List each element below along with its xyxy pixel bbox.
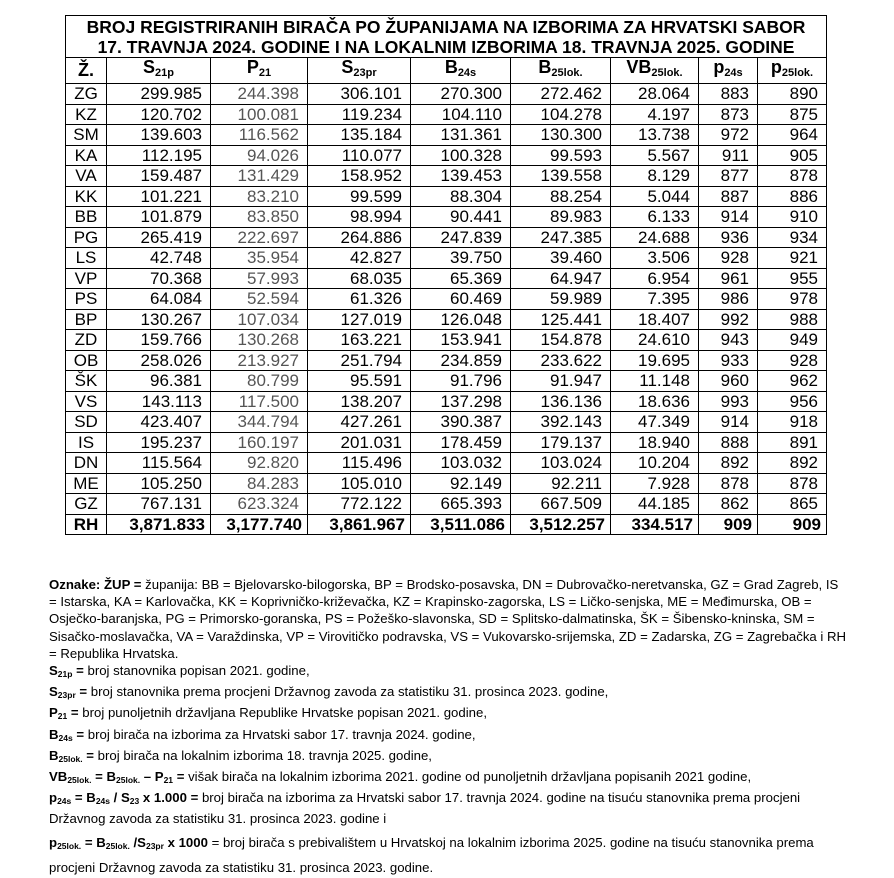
oznake-label: Oznake: [49, 577, 101, 592]
value-cell: 153.941 [411, 330, 511, 351]
value-cell: 878 [758, 473, 827, 494]
value-cell: 892 [758, 453, 827, 474]
value-cell: 3.506 [611, 248, 699, 269]
table-row [66, 186, 827, 207]
value-cell: 961 [699, 268, 758, 289]
value-cell: 886 [758, 186, 827, 207]
county-code-cell: RH [66, 514, 107, 535]
county-code-cell: KA [66, 145, 107, 166]
value-cell: 928 [758, 350, 827, 371]
value-cell: 909 [758, 514, 827, 535]
value-cell: 6.954 [611, 268, 699, 289]
value-cell: 877 [699, 166, 758, 187]
value-cell: 18.636 [611, 391, 699, 412]
county-code-cell: BB [66, 207, 107, 228]
column-header: $P_{21}$ [211, 58, 308, 84]
county-code-cell: ME [66, 473, 107, 494]
table-row [66, 391, 827, 412]
value-cell: 423.407 [107, 412, 211, 433]
value-cell: 83.210 [211, 186, 308, 207]
value-cell: 92.820 [211, 453, 308, 474]
value-cell: 234.859 [411, 350, 511, 371]
value-cell: 992 [699, 309, 758, 330]
value-cell: 44.185 [611, 494, 699, 515]
table-title [66, 16, 827, 58]
county-code-cell: ZG [66, 84, 107, 105]
column-header: $B_{24s}$ [411, 58, 511, 84]
value-cell: 890 [758, 84, 827, 105]
value-cell: 160.197 [211, 432, 308, 453]
value-cell: 24.688 [611, 227, 699, 248]
value-cell: 962 [758, 371, 827, 392]
value-cell: 130.267 [107, 309, 211, 330]
value-cell: 265.419 [107, 227, 211, 248]
value-cell: 665.393 [411, 494, 511, 515]
value-cell: 3,177.740 [211, 514, 308, 535]
value-cell: 955 [758, 268, 827, 289]
zup-label: ŽUP = [103, 577, 142, 592]
value-cell: 878 [758, 166, 827, 187]
value-cell: 89.983 [511, 207, 611, 228]
value-cell: 19.695 [611, 350, 699, 371]
value-cell: 137.298 [411, 391, 511, 412]
table-row [66, 145, 827, 166]
value-cell: 80.799 [211, 371, 308, 392]
value-cell: 892 [699, 453, 758, 474]
county-code-cell: LS [66, 248, 107, 269]
value-cell: 247.839 [411, 227, 511, 248]
value-cell: 35.954 [211, 248, 308, 269]
value-cell: 964 [758, 125, 827, 146]
value-cell: 154.878 [511, 330, 611, 351]
zup-text: županija: BB = Bjelovarsko-bilogorska, BP = Brodsko-posavska, DN = Dubrovačko-neretvanska, GZ = Grad Zagreb, IS = Istarska, KA = Karlovačka, KK = Koprivničko-križevačka, KZ = Krapinsko-zagorska, LS = Ličko-senjska, ME = Međimurska, OB = Osječko-baranjska, PG = Primorsko-goranska, PS = Požeško-slavonska, SD = Splitsko-dalmatinska, ŠK = Šibensko-kninska, SM = Sisačko-moslavačka, VA = Varaždinska, VP = Virovitičko podravska, VS = Vukovarsko-srijemska, ZD = Zadarska, ZG = Zagrebačka i RH = Republika Hrvatska. [49, 577, 847, 661]
value-cell: 233.622 [511, 350, 611, 371]
value-cell: 139.453 [411, 166, 511, 187]
value-cell: 39.460 [511, 248, 611, 269]
table-row [66, 330, 827, 351]
value-cell: 875 [758, 104, 827, 125]
value-cell: 39.750 [411, 248, 511, 269]
value-cell: 163.221 [308, 330, 411, 351]
county-code-cell: KK [66, 186, 107, 207]
value-cell: 772.122 [308, 494, 411, 515]
value-cell: 5.567 [611, 145, 699, 166]
column-header: $p_{24s}$ [699, 58, 758, 84]
value-cell: 158.952 [308, 166, 411, 187]
table-row [66, 494, 827, 515]
value-cell: 159.766 [107, 330, 211, 351]
column-header: $B_{25lok.}$ [511, 58, 611, 84]
value-cell: 57.993 [211, 268, 308, 289]
value-cell: 910 [758, 207, 827, 228]
p24-definition: $p_{24s} = B_{24s} / S_{23}$ x 1.000 = broj birača na izborima za Hrvatski sabor 17. travnja 2024. godine na tisuću stanovnika prema procjeni Državnog zavoda za statistiku 31. prosinca 2023. godine i [49, 790, 801, 827]
county-code-cell: ŠK [66, 371, 107, 392]
county-code-cell: SD [66, 412, 107, 433]
value-cell: 914 [699, 207, 758, 228]
value-cell: 270.300 [411, 84, 511, 105]
value-cell: 334.517 [611, 514, 699, 535]
value-cell: 887 [699, 186, 758, 207]
voters-by-county-table [65, 15, 827, 535]
county-abbreviations [49, 576, 849, 662]
value-cell: 7.928 [611, 473, 699, 494]
value-cell: 299.985 [107, 84, 211, 105]
value-cell: 100.081 [211, 104, 308, 125]
value-cell: 883 [699, 84, 758, 105]
table-row [66, 473, 827, 494]
value-cell: 90.441 [411, 207, 511, 228]
value-cell: 3,861.967 [308, 514, 411, 535]
value-cell: 91.796 [411, 371, 511, 392]
value-cell: 865 [758, 494, 827, 515]
value-cell: 92.211 [511, 473, 611, 494]
value-cell: 878 [699, 473, 758, 494]
value-cell: 306.101 [308, 84, 411, 105]
value-cell: 126.048 [411, 309, 511, 330]
value-cell: 127.019 [308, 309, 411, 330]
table-row [66, 412, 827, 433]
value-cell: 667.509 [511, 494, 611, 515]
value-cell: 104.110 [411, 104, 511, 125]
value-cell: 767.131 [107, 494, 211, 515]
table-body [66, 84, 827, 535]
value-cell: 70.368 [107, 268, 211, 289]
value-cell: 96.381 [107, 371, 211, 392]
value-cell: 94.026 [211, 145, 308, 166]
value-cell: 59.989 [511, 289, 611, 310]
vb-definition: $VB_{25lok.} = B_{25lok.} - P_{21}$ = višak birača na lokalnim izborima 2021. godine od punoljetnih državljana popisanih 2021 godine, [49, 769, 752, 786]
county-code-cell: SM [66, 125, 107, 146]
value-cell: 5.044 [611, 186, 699, 207]
title-line-2: 17. TRAVNJA 2024. GODINE I NA LOKALNIM IZBORIMA 18. TRAVNJA 2025. GODINE [97, 37, 795, 57]
table-row [66, 268, 827, 289]
value-cell: 83.850 [211, 207, 308, 228]
p25-definition: $p_{25lok.} = B_{25lok.}$ $/S_{23pr}$ x 1000 = broj birača s prebivalištem u Hrvatskoj na lokalnim izborima 2025. godine na tisuću stanovnika prema procjeni Državnog zavoda za statistiku 31. prosinca 2023. godine. [49, 834, 814, 875]
value-cell: 222.697 [211, 227, 308, 248]
value-cell: 88.304 [411, 186, 511, 207]
value-cell: 116.562 [211, 125, 308, 146]
table-row [66, 125, 827, 146]
county-code-cell: BP [66, 309, 107, 330]
value-cell: 978 [758, 289, 827, 310]
value-cell: 4.197 [611, 104, 699, 125]
value-cell: 392.143 [511, 412, 611, 433]
value-cell: 13.738 [611, 125, 699, 146]
value-cell: 8.129 [611, 166, 699, 187]
value-cell: 24.610 [611, 330, 699, 351]
table-row [66, 248, 827, 269]
value-cell: 117.500 [211, 391, 308, 412]
value-cell: 136.136 [511, 391, 611, 412]
value-cell: 862 [699, 494, 758, 515]
value-cell: 112.195 [107, 145, 211, 166]
value-cell: 61.326 [308, 289, 411, 310]
county-code-cell: PS [66, 289, 107, 310]
value-cell: 60.469 [411, 289, 511, 310]
value-cell: 135.184 [308, 125, 411, 146]
value-cell: 258.026 [107, 350, 211, 371]
table-row [66, 350, 827, 371]
value-cell: 918 [758, 412, 827, 433]
value-cell: 933 [699, 350, 758, 371]
value-cell: 42.748 [107, 248, 211, 269]
value-cell: 909 [699, 514, 758, 535]
value-cell: 6.133 [611, 207, 699, 228]
value-cell: 101.221 [107, 186, 211, 207]
value-cell: 88.254 [511, 186, 611, 207]
title-line-1: BROJ REGISTRIRANIH BIRAČA PO ŽUPANIJAMA NA IZBORIMA ZA HRVATSKI SABOR [86, 17, 806, 37]
county-code-cell: PG [66, 227, 107, 248]
value-cell: 928 [699, 248, 758, 269]
value-cell: 244.398 [211, 84, 308, 105]
definitions-list [49, 662, 849, 768]
value-cell: 65.369 [411, 268, 511, 289]
value-cell: 943 [699, 330, 758, 351]
value-cell: 3,871.833 [107, 514, 211, 535]
legend-notes [49, 576, 849, 878]
value-cell: 99.599 [308, 186, 411, 207]
value-cell: 178.459 [411, 432, 511, 453]
county-code-cell: OB [66, 350, 107, 371]
value-cell: 905 [758, 145, 827, 166]
value-cell: 42.827 [308, 248, 411, 269]
county-code-cell: GZ [66, 494, 107, 515]
value-cell: 891 [758, 432, 827, 453]
definition-item: $S_{21p}$ = broj stanovnika popisan 2021. godine, [49, 663, 310, 680]
value-cell: 272.462 [511, 84, 611, 105]
table-row [66, 309, 827, 330]
value-cell: 131.429 [211, 166, 308, 187]
table-row [66, 166, 827, 187]
value-cell: 101.879 [107, 207, 211, 228]
value-cell: 988 [758, 309, 827, 330]
value-cell: 139.558 [511, 166, 611, 187]
value-cell: 52.594 [211, 289, 308, 310]
value-cell: 104.278 [511, 104, 611, 125]
value-cell: 888 [699, 432, 758, 453]
value-cell: 107.034 [211, 309, 308, 330]
value-cell: 105.010 [308, 473, 411, 494]
value-cell: 103.032 [411, 453, 511, 474]
value-cell: 92.149 [411, 473, 511, 494]
value-cell: 956 [758, 391, 827, 412]
column-header: $S_{21p}$ [107, 58, 211, 84]
column-header: Ž. [66, 58, 107, 84]
value-cell: 18.407 [611, 309, 699, 330]
value-cell: 3,511.086 [411, 514, 511, 535]
county-code-cell: DN [66, 453, 107, 474]
value-cell: 251.794 [308, 350, 411, 371]
value-cell: 125.441 [511, 309, 611, 330]
value-cell: 95.591 [308, 371, 411, 392]
value-cell: 138.207 [308, 391, 411, 412]
value-cell: 115.496 [308, 453, 411, 474]
value-cell: 100.328 [411, 145, 511, 166]
value-cell: 84.283 [211, 473, 308, 494]
column-header: $S_{23pr}$ [308, 58, 411, 84]
county-code-cell: KZ [66, 104, 107, 125]
county-code-cell: VP [66, 268, 107, 289]
value-cell: 28.064 [611, 84, 699, 105]
value-cell: 960 [699, 371, 758, 392]
value-cell: 247.385 [511, 227, 611, 248]
value-cell: 11.148 [611, 371, 699, 392]
value-cell: 91.947 [511, 371, 611, 392]
value-cell: 921 [758, 248, 827, 269]
value-cell: 115.564 [107, 453, 211, 474]
value-cell: 64.947 [511, 268, 611, 289]
value-cell: 934 [758, 227, 827, 248]
value-cell: 344.794 [211, 412, 308, 433]
table-row [66, 289, 827, 310]
value-cell: 120.702 [107, 104, 211, 125]
value-cell: 98.994 [308, 207, 411, 228]
value-cell: 623.324 [211, 494, 308, 515]
column-header: $p_{25lok.}$ [758, 58, 827, 84]
definition-item: $B_{24s}$ = broj birača na izborima za Hrvatski sabor 17. travnja 2024. godine, [49, 726, 476, 743]
value-cell: 264.886 [308, 227, 411, 248]
table-row [66, 371, 827, 392]
value-cell: 195.237 [107, 432, 211, 453]
definition-item: $P_{21}$ = broj punoljetnih državljana Republike Hrvatske popisan 2021. godine, [49, 705, 487, 722]
value-cell: 68.035 [308, 268, 411, 289]
table-row [66, 227, 827, 248]
value-cell: 105.250 [107, 473, 211, 494]
value-cell: 201.031 [308, 432, 411, 453]
value-cell: 131.361 [411, 125, 511, 146]
value-cell: 993 [699, 391, 758, 412]
table-row [66, 432, 827, 453]
value-cell: 427.261 [308, 412, 411, 433]
table-row [66, 207, 827, 228]
value-cell: 7.395 [611, 289, 699, 310]
table-row [66, 104, 827, 125]
value-cell: 873 [699, 104, 758, 125]
value-cell: 911 [699, 145, 758, 166]
total-row [66, 514, 827, 535]
county-code-cell: ZD [66, 330, 107, 351]
table-row [66, 453, 827, 474]
value-cell: 130.300 [511, 125, 611, 146]
value-cell: 986 [699, 289, 758, 310]
value-cell: 972 [699, 125, 758, 146]
county-code-cell: IS [66, 432, 107, 453]
value-cell: 914 [699, 412, 758, 433]
value-cell: 110.077 [308, 145, 411, 166]
column-header: $VB_{25lok.}$ [611, 58, 699, 84]
county-code-cell: VA [66, 166, 107, 187]
definition-item: $S_{23pr}$ = broj stanovnika prema procjeni Državnog zavoda za statistiku 31. prosinca 2023. godine, [49, 684, 609, 701]
value-cell: 18.940 [611, 432, 699, 453]
value-cell: 936 [699, 227, 758, 248]
definition-item: $B_{25lok.}$ = broj birača na lokalnim izborima 18. travnja 2025. godine, [49, 747, 432, 764]
value-cell: 130.268 [211, 330, 308, 351]
value-cell: 949 [758, 330, 827, 351]
value-cell: 10.204 [611, 453, 699, 474]
value-cell: 3,512.257 [511, 514, 611, 535]
table-row [66, 84, 827, 105]
value-cell: 390.387 [411, 412, 511, 433]
value-cell: 64.084 [107, 289, 211, 310]
value-cell: 159.487 [107, 166, 211, 187]
county-code-cell: VS [66, 391, 107, 412]
value-cell: 143.113 [107, 391, 211, 412]
value-cell: 139.603 [107, 125, 211, 146]
value-cell: 213.927 [211, 350, 308, 371]
value-cell: 179.137 [511, 432, 611, 453]
column-header-row [66, 58, 827, 84]
value-cell: 99.593 [511, 145, 611, 166]
value-cell: 119.234 [308, 104, 411, 125]
value-cell: 103.024 [511, 453, 611, 474]
value-cell: 47.349 [611, 412, 699, 433]
